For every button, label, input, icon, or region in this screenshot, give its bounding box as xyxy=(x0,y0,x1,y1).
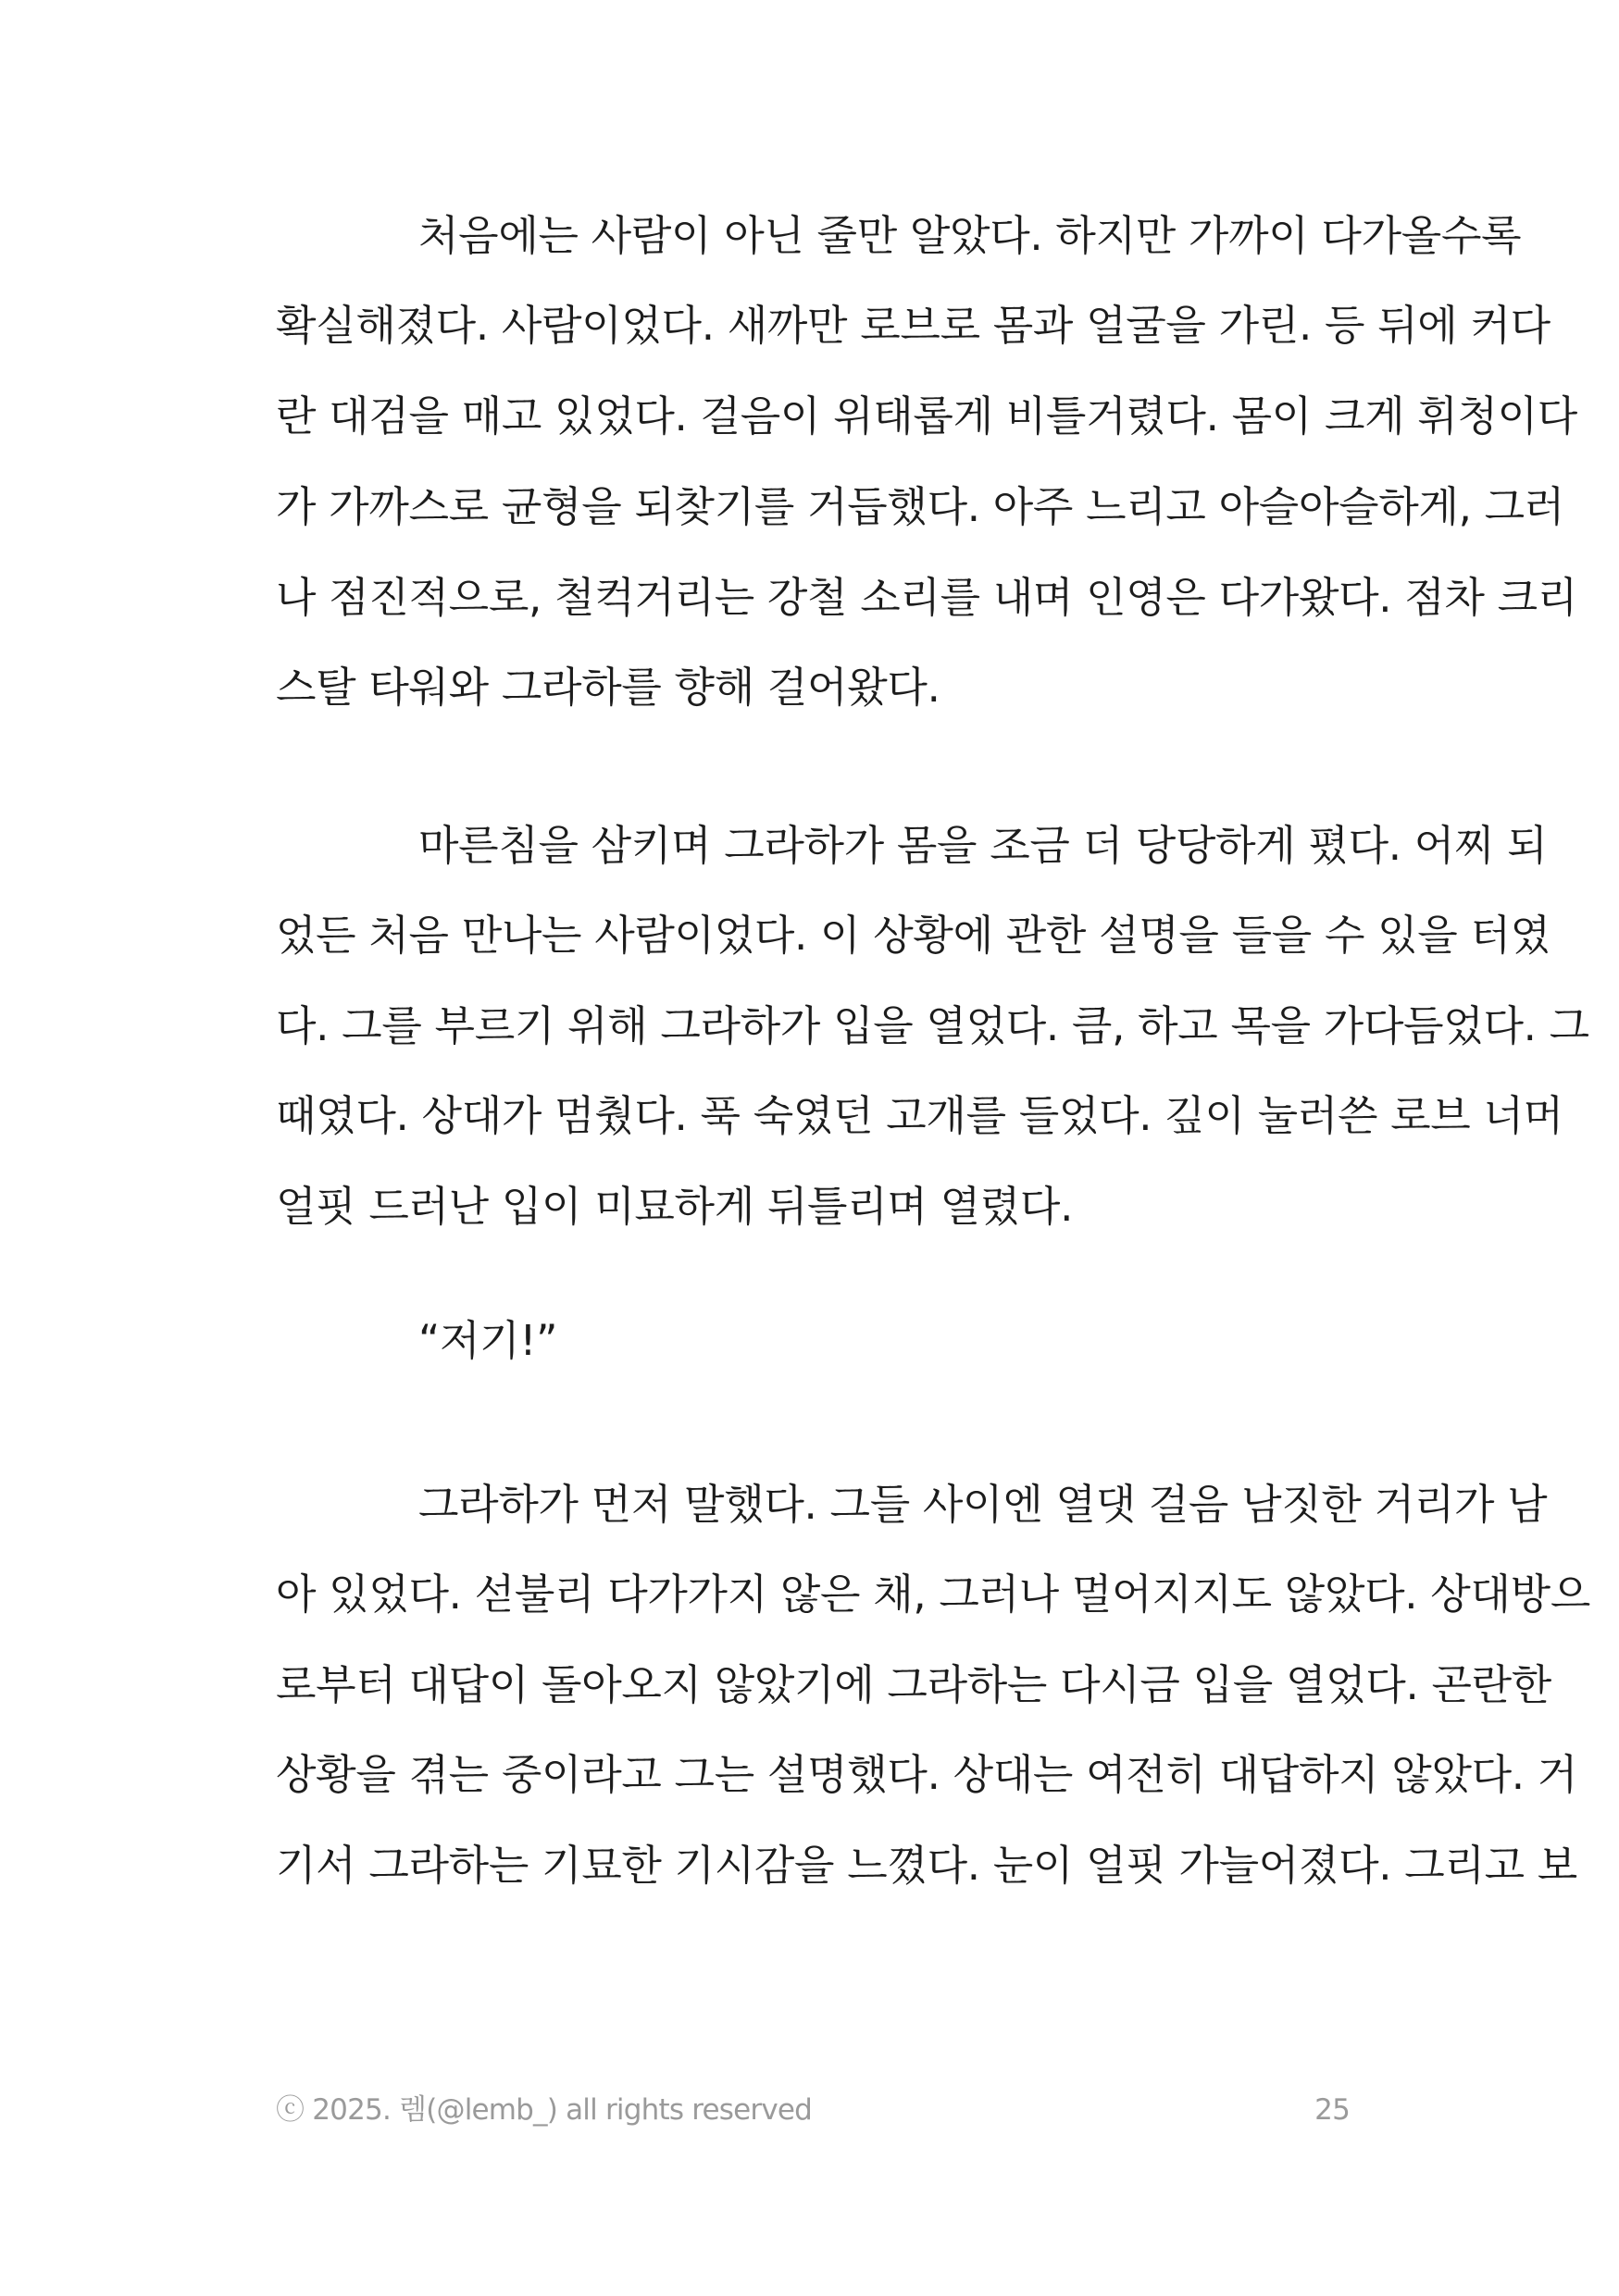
paragraph-4-line-1: 그라하가 먼저 말했다. 그들 사이엔 열댓 걸음 남짓한 거리가 남 xyxy=(418,1480,1548,1529)
paragraph-4-line-2: 아 있었다. 섣불리 다가가지 않은 채, 그러나 멀어지지도 않았다. 상대방으 xyxy=(276,1570,1590,1619)
paragraph-1-line-4: 가 가까스로 균형을 되찾기를 거듭했다. 아주 느리고 아슬아슬하게, 그러 xyxy=(276,482,1564,531)
paragraph-2-line-1: 마른침을 삼키며 그라하가 몸을 조금 더 당당하게 폈다. 어찌 되 xyxy=(418,821,1548,870)
page-number: 25 xyxy=(1314,2093,1350,2127)
dialogue-line: “저기!” xyxy=(418,1316,558,1365)
paragraph-1-line-3: 란 대검을 매고 있었다. 걸음이 위태롭게 비틀거렸다. 몸이 크게 휘청이다 xyxy=(276,391,1577,441)
paragraph-4-line-4: 상황을 겪는 중이라고 그는 설명했다. 상대는 여전히 대답하지 않았다. 거 xyxy=(276,1750,1577,1799)
paragraph-1-line-5: 나 점진적으로, 철컥거리는 강철 소리를 내며 인영은 다가왔다. 점차 크리 xyxy=(276,573,1577,622)
paragraph-2-line-5: 얼핏 드러난 입이 미묘하게 뒤틀리며 열렸다. xyxy=(276,1182,1074,1231)
paragraph-1-line-6: 스탈 타워와 그라하를 향해 걸어왔다. xyxy=(276,663,940,712)
paragraph-2-line-4: 때였다. 상대가 멈췄다. 푹 숙였던 고개를 들었다. 깊이 눌러쓴 로브 너머 xyxy=(276,1091,1563,1140)
paragraph-4-line-3: 로부터 대답이 돌아오지 않았기에 그라하는 다시금 입을 열었다. 곤란한 xyxy=(276,1660,1551,1709)
paragraph-1-line-2: 확실해졌다. 사람이었다. 새까만 로브로 몸과 얼굴을 가린. 등 뒤에 커다 xyxy=(276,301,1551,350)
paragraph-2-line-2: 었든 처음 만나는 사람이었다. 이 상황에 관한 설명을 들을 수 있을 터였 xyxy=(276,911,1551,960)
paragraph-4-line-5: 기서 그라하는 기묘한 기시감을 느꼈다. 눈이 얼핏 가늘어졌다. 그리고 보 xyxy=(276,1841,1577,1890)
copyright-notice: ⓒ 2025. 렘(@lemb_) all rights reserved xyxy=(276,2093,813,2127)
paragraph-1-line-1: 처음에는 사람이 아닌 줄만 알았다. 하지만 가까이 다가올수록 xyxy=(418,211,1522,260)
paragraph-2-line-3: 다. 그를 부르기 위해 그라하가 입을 열었다. 큼, 하고 목을 가다듬었다. 그 xyxy=(276,1001,1589,1050)
